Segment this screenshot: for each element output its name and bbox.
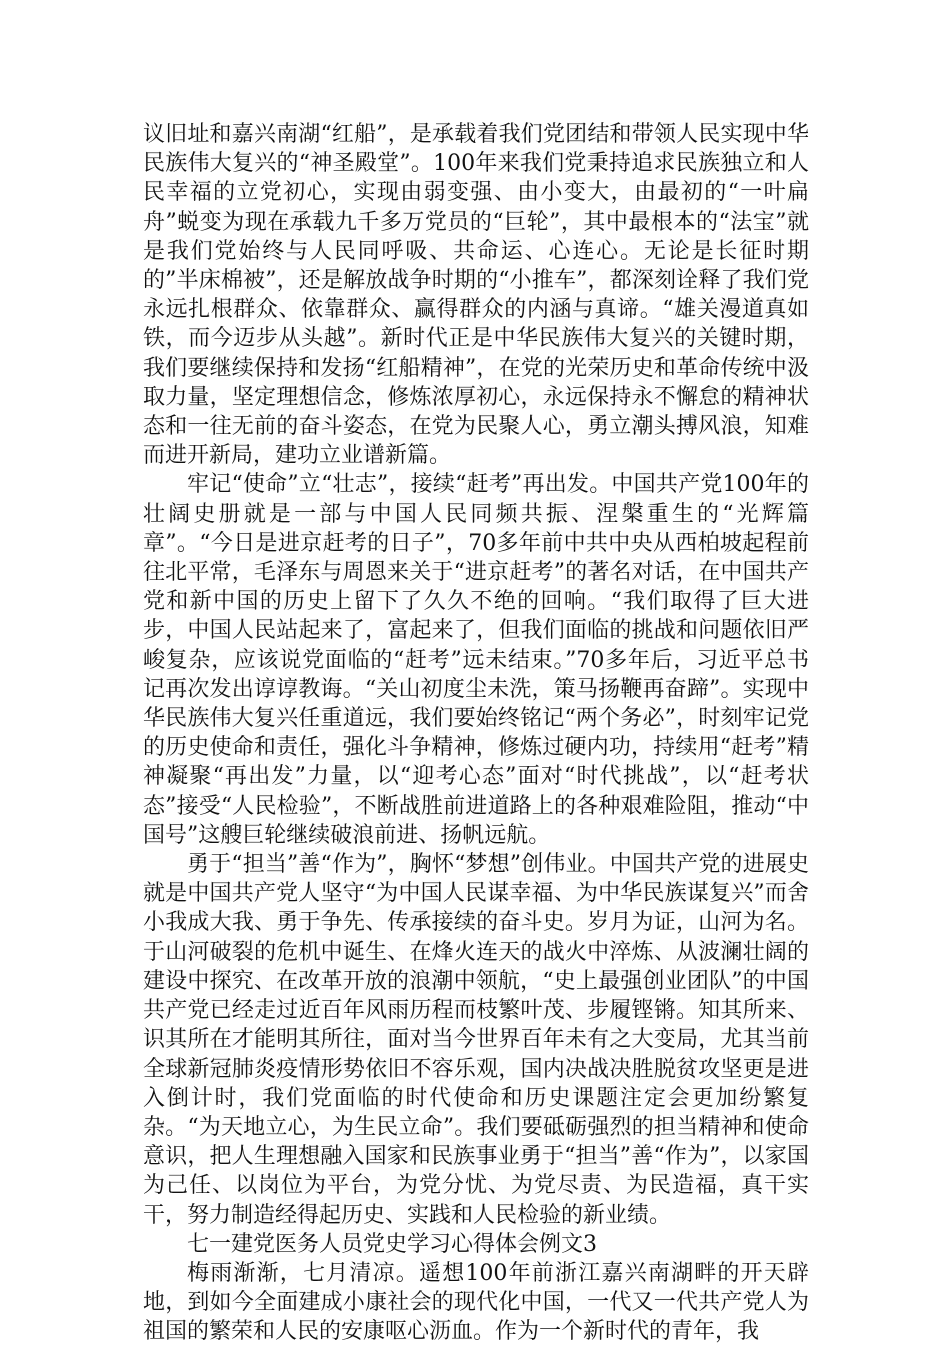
paragraph-meiyu-opening: 梅雨渐渐，七月清凉。遥想100年前浙江嘉兴南湖畔的开天辟地，到如今全面建成小康社会的现代化中国，一代又一代共产党人为祖国的繁荣和人民的安康呕心沥血。作为一个新时代的青年，我 bbox=[143, 1260, 809, 1345]
paragraph-dandang-zuowei: 勇于“担当”善“作为”，胸怀“梦想”创伟业。中国共产党的进展史就是中国共产党人坚守“为中国人民谋幸福、为中华民族谋复兴”而舍小我成大我、勇于争先、传承接续的奋斗史。岁月为证，山河为名。于山河破裂的危机中诞生、在烽火连天的战火中淬炼、从波澜壮阔的建设中探究、在改革开放的浪潮中领航，“史上最强创业团队”的中国共产党已经走过近百年风雨历程而枝繁叶茂、步履铿锵。知其所来、识其所在才能明其所往，面对当今世界百年未有之大变局，尤其当前全球新冠肺炎疫情形势依旧不容乐观，国内决战决胜脱贫攻坚更是进入倒计时，我们党面临的时代使命和历史课题注定会更加纷繁复杂。“为天地立心，为生民立命”。我们要砥砺强烈的担当精神和使命意识，把人生理想融入国家和民族事业勇于“担当”善“作为”，以家国为己任、以岗位为平台，为党分忧、为党尽责、为民造福，真干实干，努力制造经得起历史、实践和人民检验的新业绩。 bbox=[143, 852, 809, 1228]
paragraph-ganka-mission: 牢记“使命”立“壮志”，接续“赶考”再出发。中国共产党100年的壮阔史册就是一部与中国人民同频共振、涅槃重生的“光辉篇章”。“今日是进京赶考的日子”，70多年前中共中央从西柏坡起程前往北平常，毛泽东与周恩来关于“进京赶考”的著名对话，在中国共产党和新中国的历史上留下了久久不绝的回响。“我们取得了巨大进步，中国人民站起来了，富起来了，但我们面临的挑战和问题依旧严峻复杂，应该说党面临的“赶考”远未结束。”70多年后，习近平总书记再次发出谆谆教诲。“关山初度尘未洗，策马扬鞭再奋蹄”。实现中华民族伟大复兴任重道远，我们要始终铭记“两个务必”，时刻牢记党的历史使命和责任，强化斗争精神，修炼过硬内功，持续用“赶考”精神凝聚“再出发”力量，以“迎考心态”面对“时代挑战”，以“赶考状态”接受“人民检验”，不断战胜前进道路上的各种艰难险阻，推动“中国号”这艘巨轮继续破浪前进、扬帆远航。 bbox=[143, 472, 809, 848]
document-page bbox=[143, 120, 809, 1347]
paragraph-hongchuan-spirit: 议旧址和嘉兴南湖“红船”，是承载着我们党团结和带领人民实现中华民族伟大复兴的“神圣殿堂”。100年来我们党秉持追求民族独立和人民幸福的立党初心，实现由弱变强、由小变大，由最初的“一叶扁舟”蜕变为现在承载九千多万党员的“巨轮”，其中最根本的“法宝”就是我们党始终与人民同呼吸、共命运、心连心。无论是长征时期的”半床棉被”，还是解放战争时期的“小推车”，都深刻诠释了我们党永远扎根群众、依靠群众、赢得群众的内涵与真谛。“雄关漫道真如铁，而今迈步从头越”。新时代正是中华民族伟大复兴的关键时期，我们要继续保持和发扬“红船精神”，在党的光荣历史和革命传统中汲取力量，坚定理想信念，修炼浓厚初心，永远保持永不懈怠的精神状态和一往无前的奋斗姿态，在党为民聚人心，勇立潮头搏风浪，知难而进开新局，建功立业谱新篇。 bbox=[143, 122, 809, 469]
section-heading-example-3: 七一建党医务人员党史学习心得体会例文3 bbox=[187, 1231, 597, 1257]
